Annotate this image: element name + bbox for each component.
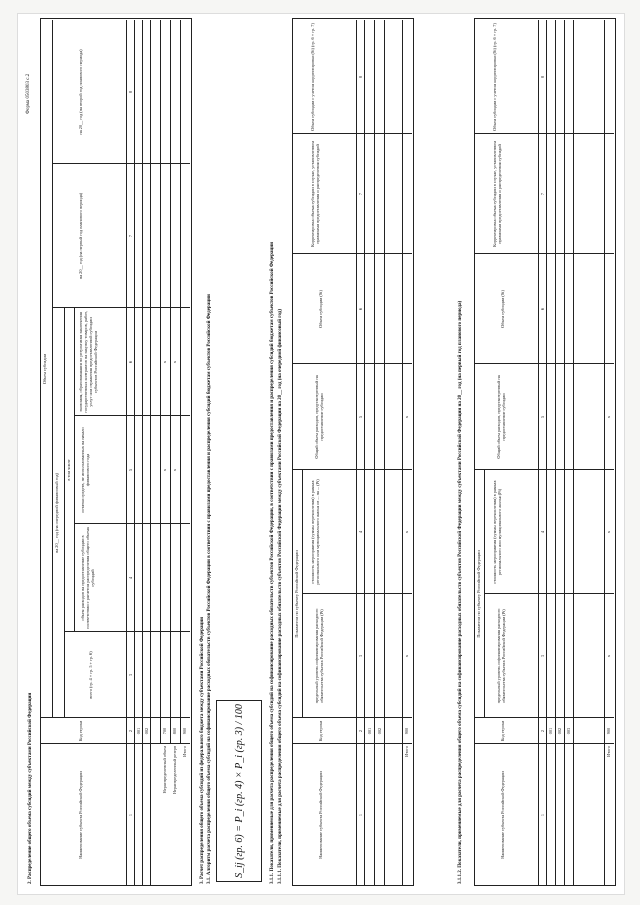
x-mark: x bbox=[606, 654, 611, 658]
section3-title: 3. Расчет распределения общего объема субсидий из федерального бюджета между субъектами Российской Федерации bbox=[200, 616, 205, 884]
grid-line bbox=[74, 308, 75, 632]
section3-1-1-2: 3.1.1.2. Показатели, применяемые для расчета распределения общего объема субсидий на софинансирование расходных обязательств субъектов Российской Федерации между субъектами Российской Федерации на 20__ год (на первый год планового периода) bbox=[458, 300, 463, 884]
grid-line bbox=[40, 743, 190, 744]
num-1: 1 bbox=[358, 813, 363, 817]
col-4: объем расходов на предоставление субсидии в соответствии с расчетом распределения общего объема субсидий bbox=[80, 527, 95, 629]
section3-1-1: 3.1.1. Показатели, применяемые для расчета распределения общего объема субсидий на софинансирование расходных обязательств субъектов Российской Федерации, в соответствии с правилами предоставления и распределения субсидий бюджетам субъектов Российской Федерации bbox=[270, 242, 275, 884]
col-year2: на 20__ год (на первый год планового периода) bbox=[78, 192, 83, 280]
num-3: 3 bbox=[540, 654, 545, 658]
grid-line bbox=[474, 133, 614, 134]
col-volume-header: Объем субсидии bbox=[42, 353, 47, 385]
col-region-header: Наименование субъекта Российской Федерации bbox=[78, 771, 83, 859]
grid-line bbox=[484, 593, 614, 594]
rotated-content bbox=[18, 14, 624, 894]
num-5: 5 bbox=[128, 468, 133, 472]
x-mark: x bbox=[162, 468, 167, 472]
grid-line bbox=[292, 717, 412, 718]
total-label: Итого bbox=[606, 746, 611, 757]
row-code: 001 bbox=[136, 727, 141, 735]
formula-box: S_ij (гр. 6) = P_i (гр. 4) × P_i (гр. 3) / 100 bbox=[216, 700, 262, 882]
col-6: Объем субсидии (Si) bbox=[500, 290, 505, 328]
grid-line bbox=[292, 253, 412, 254]
col-3: предельный уровень софинансирования расходного обязательства субъекта Российской Федерации (Pi) bbox=[314, 608, 324, 704]
num-3: 3 bbox=[128, 673, 133, 677]
num-8: 8 bbox=[128, 90, 133, 94]
footer-label: Итого bbox=[182, 746, 187, 757]
num-2: 2 bbox=[358, 729, 363, 733]
num-4: 4 bbox=[540, 530, 545, 534]
num-5: 5 bbox=[358, 415, 363, 419]
grid-line bbox=[474, 363, 614, 364]
num-6: 6 bbox=[540, 307, 545, 311]
total-code: 900 bbox=[404, 727, 409, 735]
x-mark: x bbox=[606, 530, 611, 534]
grid-line bbox=[40, 717, 190, 718]
grid-line bbox=[384, 20, 385, 886]
grid-line bbox=[52, 20, 53, 718]
x-mark: x bbox=[172, 360, 177, 364]
col-5: Общий объем расходов, предусмотренный на предоставление субсидии bbox=[496, 375, 506, 459]
footer-label: Нераспределенный объем bbox=[162, 746, 167, 794]
grid-line bbox=[302, 593, 412, 594]
total-code: 900 bbox=[606, 727, 611, 735]
footer-code: 900 bbox=[182, 727, 187, 735]
form-code: Форма 0503803 с.2 bbox=[26, 73, 31, 114]
col-incl: в том числе bbox=[66, 459, 71, 481]
row-code: 003 bbox=[566, 727, 571, 735]
grid-line bbox=[356, 20, 357, 886]
x-mark: x bbox=[404, 530, 409, 534]
num-8: 8 bbox=[540, 75, 545, 79]
grid-line bbox=[302, 470, 303, 718]
grid-line bbox=[74, 523, 190, 524]
grid-line bbox=[546, 20, 547, 886]
num-5: 5 bbox=[540, 415, 545, 419]
num-7: 7 bbox=[358, 192, 363, 196]
col-code-header: Код строки bbox=[500, 720, 505, 742]
grid-line bbox=[604, 20, 605, 886]
grid-line bbox=[402, 20, 403, 886]
num-3: 3 bbox=[358, 654, 363, 658]
row-code: 001 bbox=[548, 727, 553, 735]
grid-line bbox=[555, 20, 556, 886]
grid-line bbox=[538, 20, 539, 886]
num-1: 1 bbox=[540, 813, 545, 817]
num-4: 4 bbox=[128, 576, 133, 580]
grid-line bbox=[364, 20, 365, 886]
section2-title: 2. Распределение общего объема субсидий между субъектами Российской Федерации bbox=[28, 692, 33, 884]
row-code: 001 bbox=[367, 727, 372, 735]
num-8: 8 bbox=[358, 75, 363, 79]
col-year3: на 20__ год (на второй год планового периода) bbox=[78, 49, 83, 135]
row-code: 002 bbox=[144, 727, 149, 735]
grid-line bbox=[64, 631, 190, 632]
num-2: 2 bbox=[540, 729, 545, 733]
col-5: остатки средств, не использованных на начало финансового года bbox=[80, 427, 90, 513]
grid-line bbox=[170, 20, 171, 744]
x-mark: x bbox=[606, 415, 611, 419]
section3-1: 3.1. Алгоритм расчета распределения общего объема субсидий на софинансирование расходных обязательств субъектов Российской Федерации в соответствии с правилами предоставления и распределения субсидий бюджетам субъектов Российской Федерации bbox=[207, 294, 212, 884]
col-7: Корректировка объема субсидии в случае, установленном правилами предоставления и распределения субсидий bbox=[492, 141, 502, 247]
col-8: Объем субсидии с учетом корректировки (Si) (гр. 6 + гр. 7) bbox=[492, 23, 497, 131]
section3-1-1-1: 3.1.1.1. Показатели, применяемые для расчета распределения общего объема субсидий на софинансирование расходных обязательств субъектов Российской Федерации между субъектами Российской Федерации на 20__ год (на очередной финансовый год) bbox=[278, 308, 283, 884]
col-7: Корректировка объема субсидии в случае, установленном правилами предоставления и распределения субсидий bbox=[310, 141, 320, 247]
num-6: 6 bbox=[128, 360, 133, 364]
num-7: 7 bbox=[128, 234, 133, 238]
grid-line bbox=[292, 133, 412, 134]
grid-line bbox=[564, 20, 565, 886]
col-year-current: на 20__ год (на очередной финансовый год) bbox=[54, 473, 59, 553]
grid-line bbox=[126, 20, 127, 886]
num-4: 4 bbox=[358, 530, 363, 534]
row-code: 002 bbox=[377, 727, 382, 735]
num-1: 1 bbox=[128, 813, 133, 817]
col-indicators: Показатели по субъекту Российской Федерации bbox=[476, 550, 481, 638]
grid-line bbox=[160, 20, 161, 744]
document-page bbox=[18, 14, 624, 894]
footer-code: 800 bbox=[172, 727, 177, 735]
footer-code: 700 bbox=[162, 727, 167, 735]
col-region-header: Наименование субъекта Российской Федерации bbox=[500, 771, 505, 859]
col-3: предельный уровень софинансирования расходного обязательства субъекта Российской Федерации (Pi) bbox=[496, 608, 506, 704]
col-4: стоимость мероприятия (суммы перечисления) в рамках регионального или муниципального жилья (Pi) bbox=[492, 480, 502, 584]
x-mark: x bbox=[404, 415, 409, 419]
grid-line bbox=[474, 717, 614, 718]
grid-line bbox=[134, 20, 135, 886]
x-mark: x bbox=[172, 468, 177, 472]
col-total: всего (гр. 4 + гр. 5 + гр. 6) bbox=[88, 651, 93, 699]
grid-line bbox=[142, 20, 143, 886]
col-6: Объем субсидии (Si) bbox=[318, 290, 323, 328]
col-code-header: Код строки bbox=[78, 720, 83, 742]
num-2: 2 bbox=[128, 729, 133, 733]
grid-line bbox=[150, 20, 151, 886]
grid-line bbox=[64, 308, 65, 718]
grid-line bbox=[292, 469, 412, 470]
grid-line bbox=[74, 415, 190, 416]
grid-line bbox=[474, 469, 614, 470]
grid-line bbox=[374, 20, 375, 886]
grid-line bbox=[474, 743, 614, 744]
x-mark: x bbox=[404, 654, 409, 658]
grid-line bbox=[474, 253, 614, 254]
x-mark: x bbox=[162, 360, 167, 364]
col-4: стоимость мероприятия (суммы перечисления) в рамках регионального или муниципального жилья из ... на ... (Pi) bbox=[310, 479, 320, 585]
col-8: Объем субсидии с учетом корректировки (Si) (гр. 6 + гр. 7) bbox=[310, 23, 315, 131]
grid-line bbox=[292, 743, 412, 744]
grid-line bbox=[484, 470, 485, 718]
grid-line bbox=[292, 363, 412, 364]
col-6: экономия, образовавшаяся по результатам заключения государственных контрактов на закупку товаров, работ, услуг или отражения предоставленной субсидии субъектов Российской Федерации bbox=[78, 311, 98, 413]
row-code: 002 bbox=[557, 727, 562, 735]
grid-line bbox=[180, 20, 181, 744]
num-6: 6 bbox=[358, 307, 363, 311]
col-5: Общий объем расходов, предусмотренный на предоставление субсидии bbox=[314, 375, 324, 459]
total-label: Итого bbox=[404, 746, 409, 757]
col-code-header: Код строки bbox=[318, 720, 323, 742]
col-region-header: Наименование субъекта Российской Федерации bbox=[318, 771, 323, 859]
footer-label: Нераспределенный резерв bbox=[172, 746, 177, 795]
col-indicators: Показатели по субъекту Российской Федерации bbox=[294, 550, 299, 638]
grid-line bbox=[573, 20, 574, 886]
num-7: 7 bbox=[540, 192, 545, 196]
